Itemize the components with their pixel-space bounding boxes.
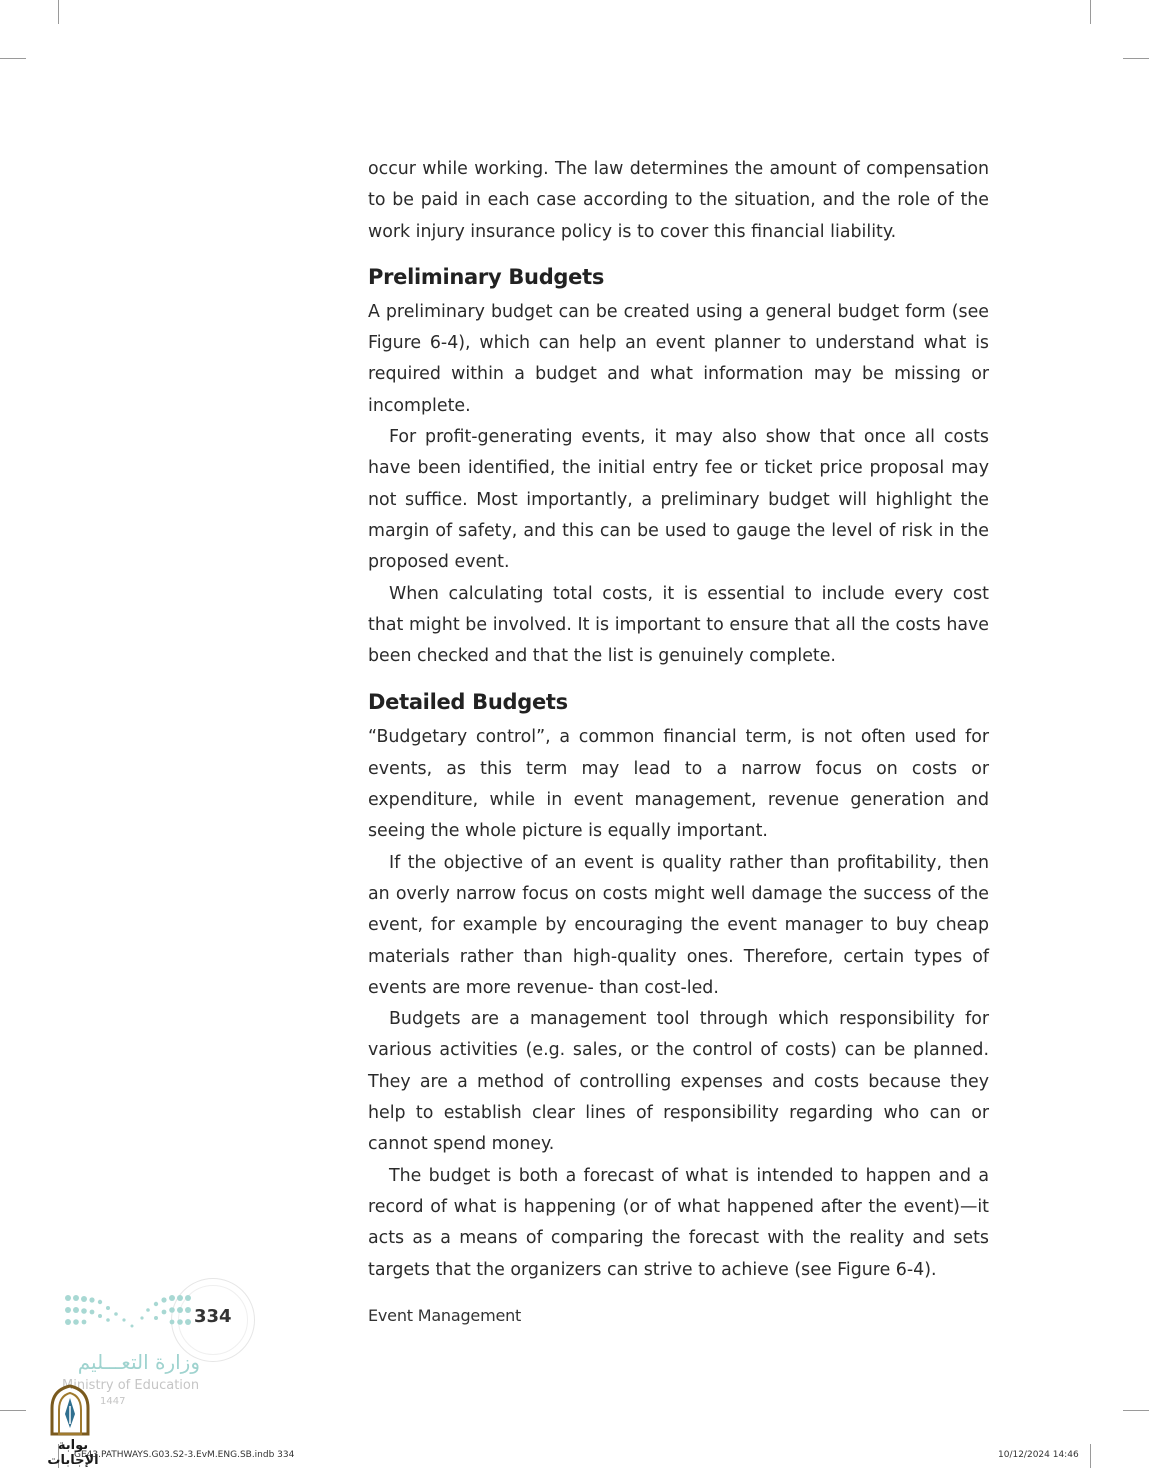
heading-detailed-budgets: Detailed Budgets xyxy=(368,690,568,715)
crop-mark-right-bottom xyxy=(1123,1410,1149,1411)
crop-mark-left-bottom xyxy=(0,1410,26,1411)
paragraph-intro: occur while working. The law determines the amount of compensation to be paid in each case according to the situation, and the role of the work injury insurance policy is to cover this financial liability. xyxy=(368,159,989,242)
paragraph-prelim-1: A preliminary budget can be created using a general budget form (see Figure 6-4), which can help an event planner to understand what is required within a budget and what information may be missing or incomplete. xyxy=(368,301,989,416)
print-slug-datetime: 10/12/2024 14:46 xyxy=(998,1450,1079,1460)
page-number: 334 xyxy=(194,1306,232,1327)
ministry-arabic-name: وزارة التعـــليم xyxy=(77,1350,200,1374)
ministry-year: 1447 xyxy=(100,1396,126,1407)
answers-gate-icon xyxy=(46,1384,94,1436)
paragraph-prelim-3: When calculating total costs, it is essential to include every cost that might be involved. It is important to ensure that all the costs have been checked and that the list is genuinely complete. xyxy=(368,583,989,667)
paragraph-detailed-1: “Budgetary control”, a common financial term, is not often used for events, as this term may lead to a narrow focus on costs or expenditure, while in event management, revenue generation and seeing the whole picture is equally important. xyxy=(368,727,989,842)
crop-mark-left-top xyxy=(0,58,26,59)
crop-mark-right-top xyxy=(1123,58,1149,59)
paragraph-detailed-2: If the objective of an event is quality rather than profitability, then an overly narrow focus on costs might well damage the success of the event, for example by encouraging the event manager to buy cheap materials rather than high-quality ones. Therefore, certain types of events are more revenue- than cost-led. xyxy=(368,852,989,998)
paragraph-prelim-2: For profit-generating events, it may also show that once all costs have been identified, the initial entry fee or ticket price proposal may not suffice. Most importantly, a preliminary budget will highlight the margin of safety, and this can be used to gauge the level of risk in the proposed event. xyxy=(368,427,989,573)
print-slug-file: GE43.PATHWAYS.G03.S2-3.EvM.ENG.SB.indb 334 xyxy=(74,1450,295,1460)
heading-preliminary-budgets: Preliminary Budgets xyxy=(368,264,605,289)
answers-gate-label: بوابة الإجابات xyxy=(47,1438,99,1468)
crop-mark-top-left xyxy=(58,0,59,24)
ministry-english-name: Ministry of Education xyxy=(62,1378,200,1393)
crop-mark-bottom-right xyxy=(1090,1444,1091,1468)
crop-mark-top-right xyxy=(1090,0,1091,24)
book-title: Event Management xyxy=(368,1306,522,1325)
ministry-dots-logo xyxy=(62,1290,198,1338)
page-body xyxy=(368,154,989,1286)
paragraph-detailed-4: The budget is both a forecast of what is intended to happen and a record of what is happening (or of what happened after the event)—it acts as a means of comparing the forecast with the reality and sets targets that the organizers can strive to achieve (see Figure 6-4). xyxy=(368,1165,989,1280)
paragraph-detailed-3: Budgets are a management tool through which responsibility for various activities (e.g. sales, or the control of costs) can be planned. They are a method of controlling expenses and costs because they help to establish clear lines of responsibility regarding who can or cannot spend money. xyxy=(368,1009,989,1155)
